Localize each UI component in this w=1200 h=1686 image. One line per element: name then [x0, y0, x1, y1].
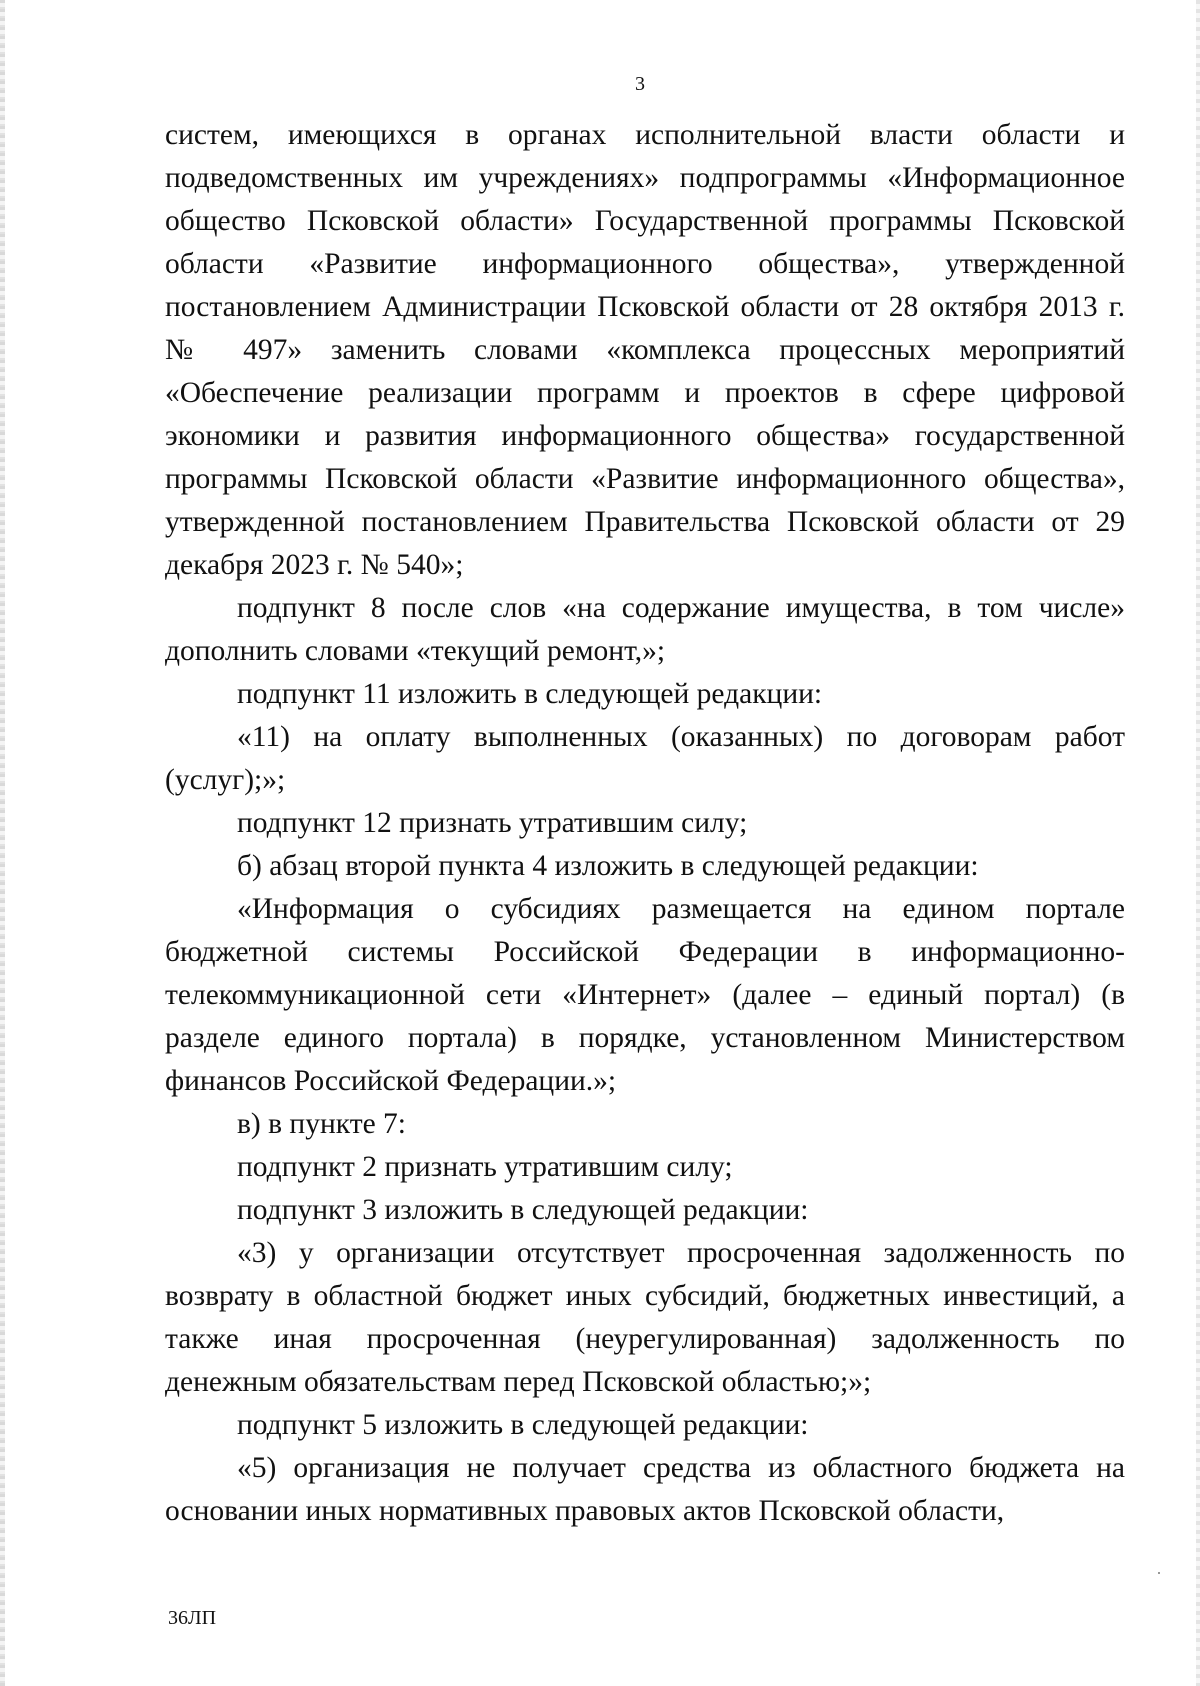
document-code: 36ЛП [168, 1607, 217, 1629]
paragraph-item-b: б) абзац второй пункта 4 изложить в следующей редакции: [237, 850, 979, 882]
paragraph-subpoint-3-intro: подпункт 3 изложить в следующей редакции: [237, 1194, 809, 1226]
page-number: 3 [635, 73, 645, 95]
scan-edge-left [0, 0, 5, 1686]
paragraph-subpoint-12: подпункт 12 признать утратившим силу; [237, 807, 748, 839]
paragraph-subpoint-5-text: «5) организация не получает средства из областного бюджета на основании иных нормативных правовых актов Псковской области, [165, 1452, 1125, 1527]
paragraph-item-v: в) в пункте 7: [237, 1108, 407, 1140]
paragraph-subpoint-5-intro: подпункт 5 изложить в следующей редакции: [237, 1409, 809, 1441]
paragraph-subpoint-11-text: «11) на оплату выполненных (оказанных) по договорам работ (услуг);»; [165, 721, 1125, 796]
paragraph-subpoint-3-text: «3) у организации отсутствует просроченная задолженность по возврату в областной бюджет иных субсидий, бюджетных инвестиций, а также иная просроченная (неурегулированная) задолженность по денежным обязательствам перед Псковской областью;»; [165, 1237, 1125, 1398]
paragraph-subpoint-8: подпункт 8 после слов «на содержание имущества, в том числе» дополнить словами «текущий ремонт,»; [165, 592, 1125, 667]
scan-speck [1158, 1572, 1160, 1574]
document-body [165, 114, 1125, 1533]
paragraph-continuation: систем, имеющихся в органах исполнительной власти области и подведомственных им учреждениях» подпрограммы «Информационное общество Псковской области» Государственной программы Псковской области «Развитие информационного общества», утвержденной постановлением Администрации Псковской области от 28 октября 2013 г. № 497» заменить словами «комплекса процессных мероприятий «Обеспечение реализации программ и проектов в сфере цифровой экономики и развития информационного общества» государственной программы Псковской области «Развитие информационного общества», утвержденной постановлением Правительства Псковской области от 29 декабря 2023 г. № 540»; [165, 119, 1125, 581]
scan-edge-right [1196, 0, 1200, 1686]
paragraph-subpoint-2: подпункт 2 признать утратившим силу; [237, 1151, 733, 1183]
paragraph-subsidy-info: «Информация о субсидиях размещается на едином портале бюджетной системы Российской Федерации в информационно-телекоммуникационной сети «Интернет» (далее – единый портал) (в разделе единого портала) в порядке, установленном Министерством финансов Российской Федерации.»; [165, 893, 1125, 1097]
paragraph-subpoint-11-intro: подпункт 11 изложить в следующей редакции: [237, 678, 823, 710]
